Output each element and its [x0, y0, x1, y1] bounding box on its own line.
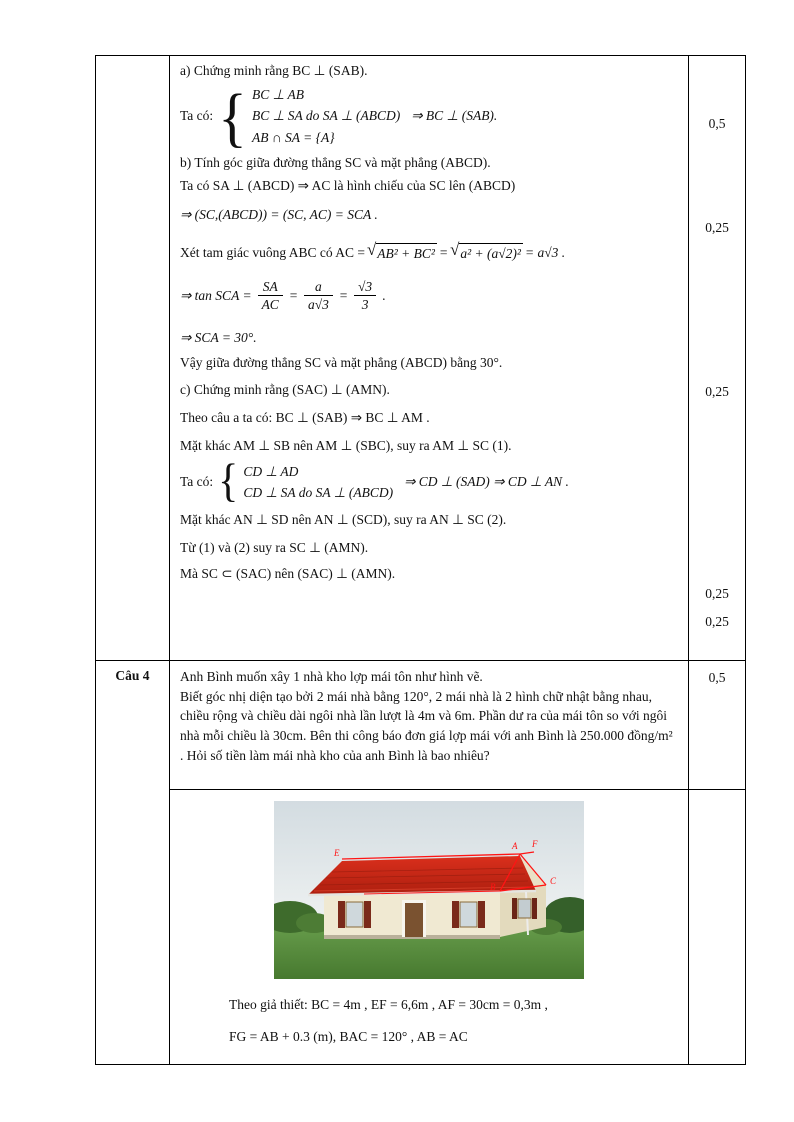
answer-key-table	[95, 55, 746, 1065]
solution-row	[96, 56, 746, 661]
triangle-computation-line	[180, 239, 678, 263]
label-A: A	[512, 841, 518, 851]
solution-content-cell	[170, 56, 689, 661]
question-label-cell	[96, 661, 170, 1065]
question-sentence-2: Biết góc nhị diện tạo bởi 2 mái nhà bằng 120°, 2 mái nhà là 2 hình chữ nhật bằng nhau, chiều rộng và chiều dài ngôi nhà lần lượt là 4m và 6m. Phần dư ra của mái tôn so với ngôi nhà mỗi chiều là 30cm. Bên thi công báo đơn giá lợp mái với anh Bình là 250.000 đồng/m² . Hỏi số tiền làm mái nhà kho của anh Bình là bao nhiêu?	[180, 688, 673, 763]
system-conclusion: ⇒ BC ⊥ (SAB).	[411, 108, 498, 124]
radicand: AB² + BC²	[376, 243, 437, 263]
question-content-cell	[170, 661, 689, 790]
equals-sign: =	[288, 287, 298, 303]
system-label: Ta có:	[180, 474, 214, 490]
label-cell-empty	[96, 56, 170, 661]
score-value: 0,25	[705, 384, 729, 399]
fraction: $\frac{√3}{3}$	[354, 279, 376, 313]
system-lines	[243, 463, 393, 502]
door	[405, 903, 423, 937]
score-value: 0,25	[705, 586, 729, 601]
question-number: Câu 4	[115, 668, 150, 683]
points-column	[690, 57, 744, 659]
window-right	[452, 901, 485, 928]
radical-icon: √	[366, 239, 377, 259]
equation-system-1	[180, 80, 678, 153]
part-c-title: c) Chứng minh rằng (SAC) ⊥ (AMN).	[180, 382, 390, 398]
part-c-step4: Từ (1) và (2) suy ra SC ⊥ (AMN).	[180, 539, 369, 555]
system-line: BC ⊥ AB	[251, 87, 304, 103]
part-c-step5: Mà SC ⊂ (SAC) nên (SAC) ⊥ (AMN).	[180, 565, 396, 581]
figure-content-cell	[170, 790, 689, 1065]
system-conclusion: ⇒ CD ⊥ (SAD) ⇒ CD ⊥ AN .	[404, 474, 569, 490]
projection-line: Ta có SA ⊥ (ABCD) ⇒ AC là hình chiếu của SC lên (ABCD)	[180, 178, 516, 194]
period: .	[382, 287, 386, 303]
result-text: = a√3 .	[524, 244, 566, 260]
system-line: CD ⊥ AD	[243, 463, 299, 479]
score-value: 0,25	[705, 614, 729, 629]
triangle-pre-text: Xét tam giác vuông ABC có AC =	[180, 244, 365, 260]
sqrt-expression	[450, 239, 523, 263]
conclusion-b-line: Vậy giữa đường thẳng SC và mặt phẳng (ABCD) bằng 30°.	[180, 355, 503, 370]
radical-icon: √	[450, 239, 460, 259]
part-a-title: a) Chứng minh rằng BC ⊥ (SAB).	[180, 63, 368, 78]
left-brace-glyph: {	[218, 80, 247, 153]
fraction: $\frac{a}{a√3}$	[304, 279, 333, 313]
angle-definition-line: ⇒ (SC,(ABCD)) = (SC, AC) = SCA .	[180, 207, 378, 223]
tangent-pre-text: ⇒ tan SCA =	[180, 287, 252, 303]
question-row	[96, 661, 746, 790]
system-line: AB ∩ SA = {A}	[251, 129, 335, 145]
equals-sign: =	[338, 287, 348, 303]
score-value: 0,25	[705, 220, 729, 235]
label-B: B	[490, 882, 496, 892]
part-c-step3: Mặt khác AN ⊥ SD nên AN ⊥ (SCD), suy ra AN ⊥ SC (2).	[180, 512, 507, 528]
sqrt-expression	[366, 239, 437, 263]
points-cell	[689, 661, 746, 790]
label-F: F	[532, 839, 538, 849]
given-data-line-1: Theo giả thiết: BC = 4m , EF = 6,6m , AF = 30cm = 0,3m ,	[229, 997, 548, 1013]
question-sentence-1: Anh Bình muốn xây 1 nhà kho lợp mái tôn như hình vẽ.	[180, 669, 483, 684]
equation-system-2	[180, 456, 678, 507]
tangent-formula-line	[180, 279, 678, 313]
window-left	[338, 901, 371, 928]
system-line: BC ⊥ SA do SA ⊥ (ABCD)	[251, 108, 401, 124]
radicand: a² + (a√2)²	[459, 243, 523, 263]
fraction: $\frac{SA}{AC}$	[258, 279, 283, 313]
house-photo	[274, 801, 584, 984]
equals-text: =	[438, 244, 449, 260]
system-label: Ta có:	[180, 108, 214, 124]
score-value: 0,5	[708, 116, 726, 131]
points-cell-empty	[689, 790, 746, 1065]
score-value: 0,5	[708, 670, 726, 685]
part-b-title: b) Tính góc giữa đường thẳng SC và mặt phẳng (ABCD).	[180, 154, 491, 170]
part-c-step2: Mặt khác AM ⊥ SB nên AM ⊥ (SBC), suy ra AM ⊥ SC (1).	[180, 437, 512, 453]
window-end-wall	[512, 898, 537, 919]
system-line: CD ⊥ SA do SA ⊥ (ABCD)	[243, 485, 394, 501]
label-C: C	[550, 876, 557, 886]
house-illustration	[274, 801, 584, 979]
figure-row	[96, 790, 746, 1065]
given-data-line-2: FG = AB + 0.3 (m), BAC = 120° , AB = AC	[229, 1029, 468, 1045]
points-cell	[689, 56, 746, 661]
angle-result-line: ⇒ SCA = 30°.	[180, 329, 257, 345]
system-lines	[252, 86, 400, 147]
part-c-step1: Theo câu a ta có: BC ⊥ (SAB) ⇒ BC ⊥ AM .	[180, 410, 430, 426]
left-brace-glyph: {	[218, 456, 239, 507]
label-E: E	[334, 848, 340, 858]
